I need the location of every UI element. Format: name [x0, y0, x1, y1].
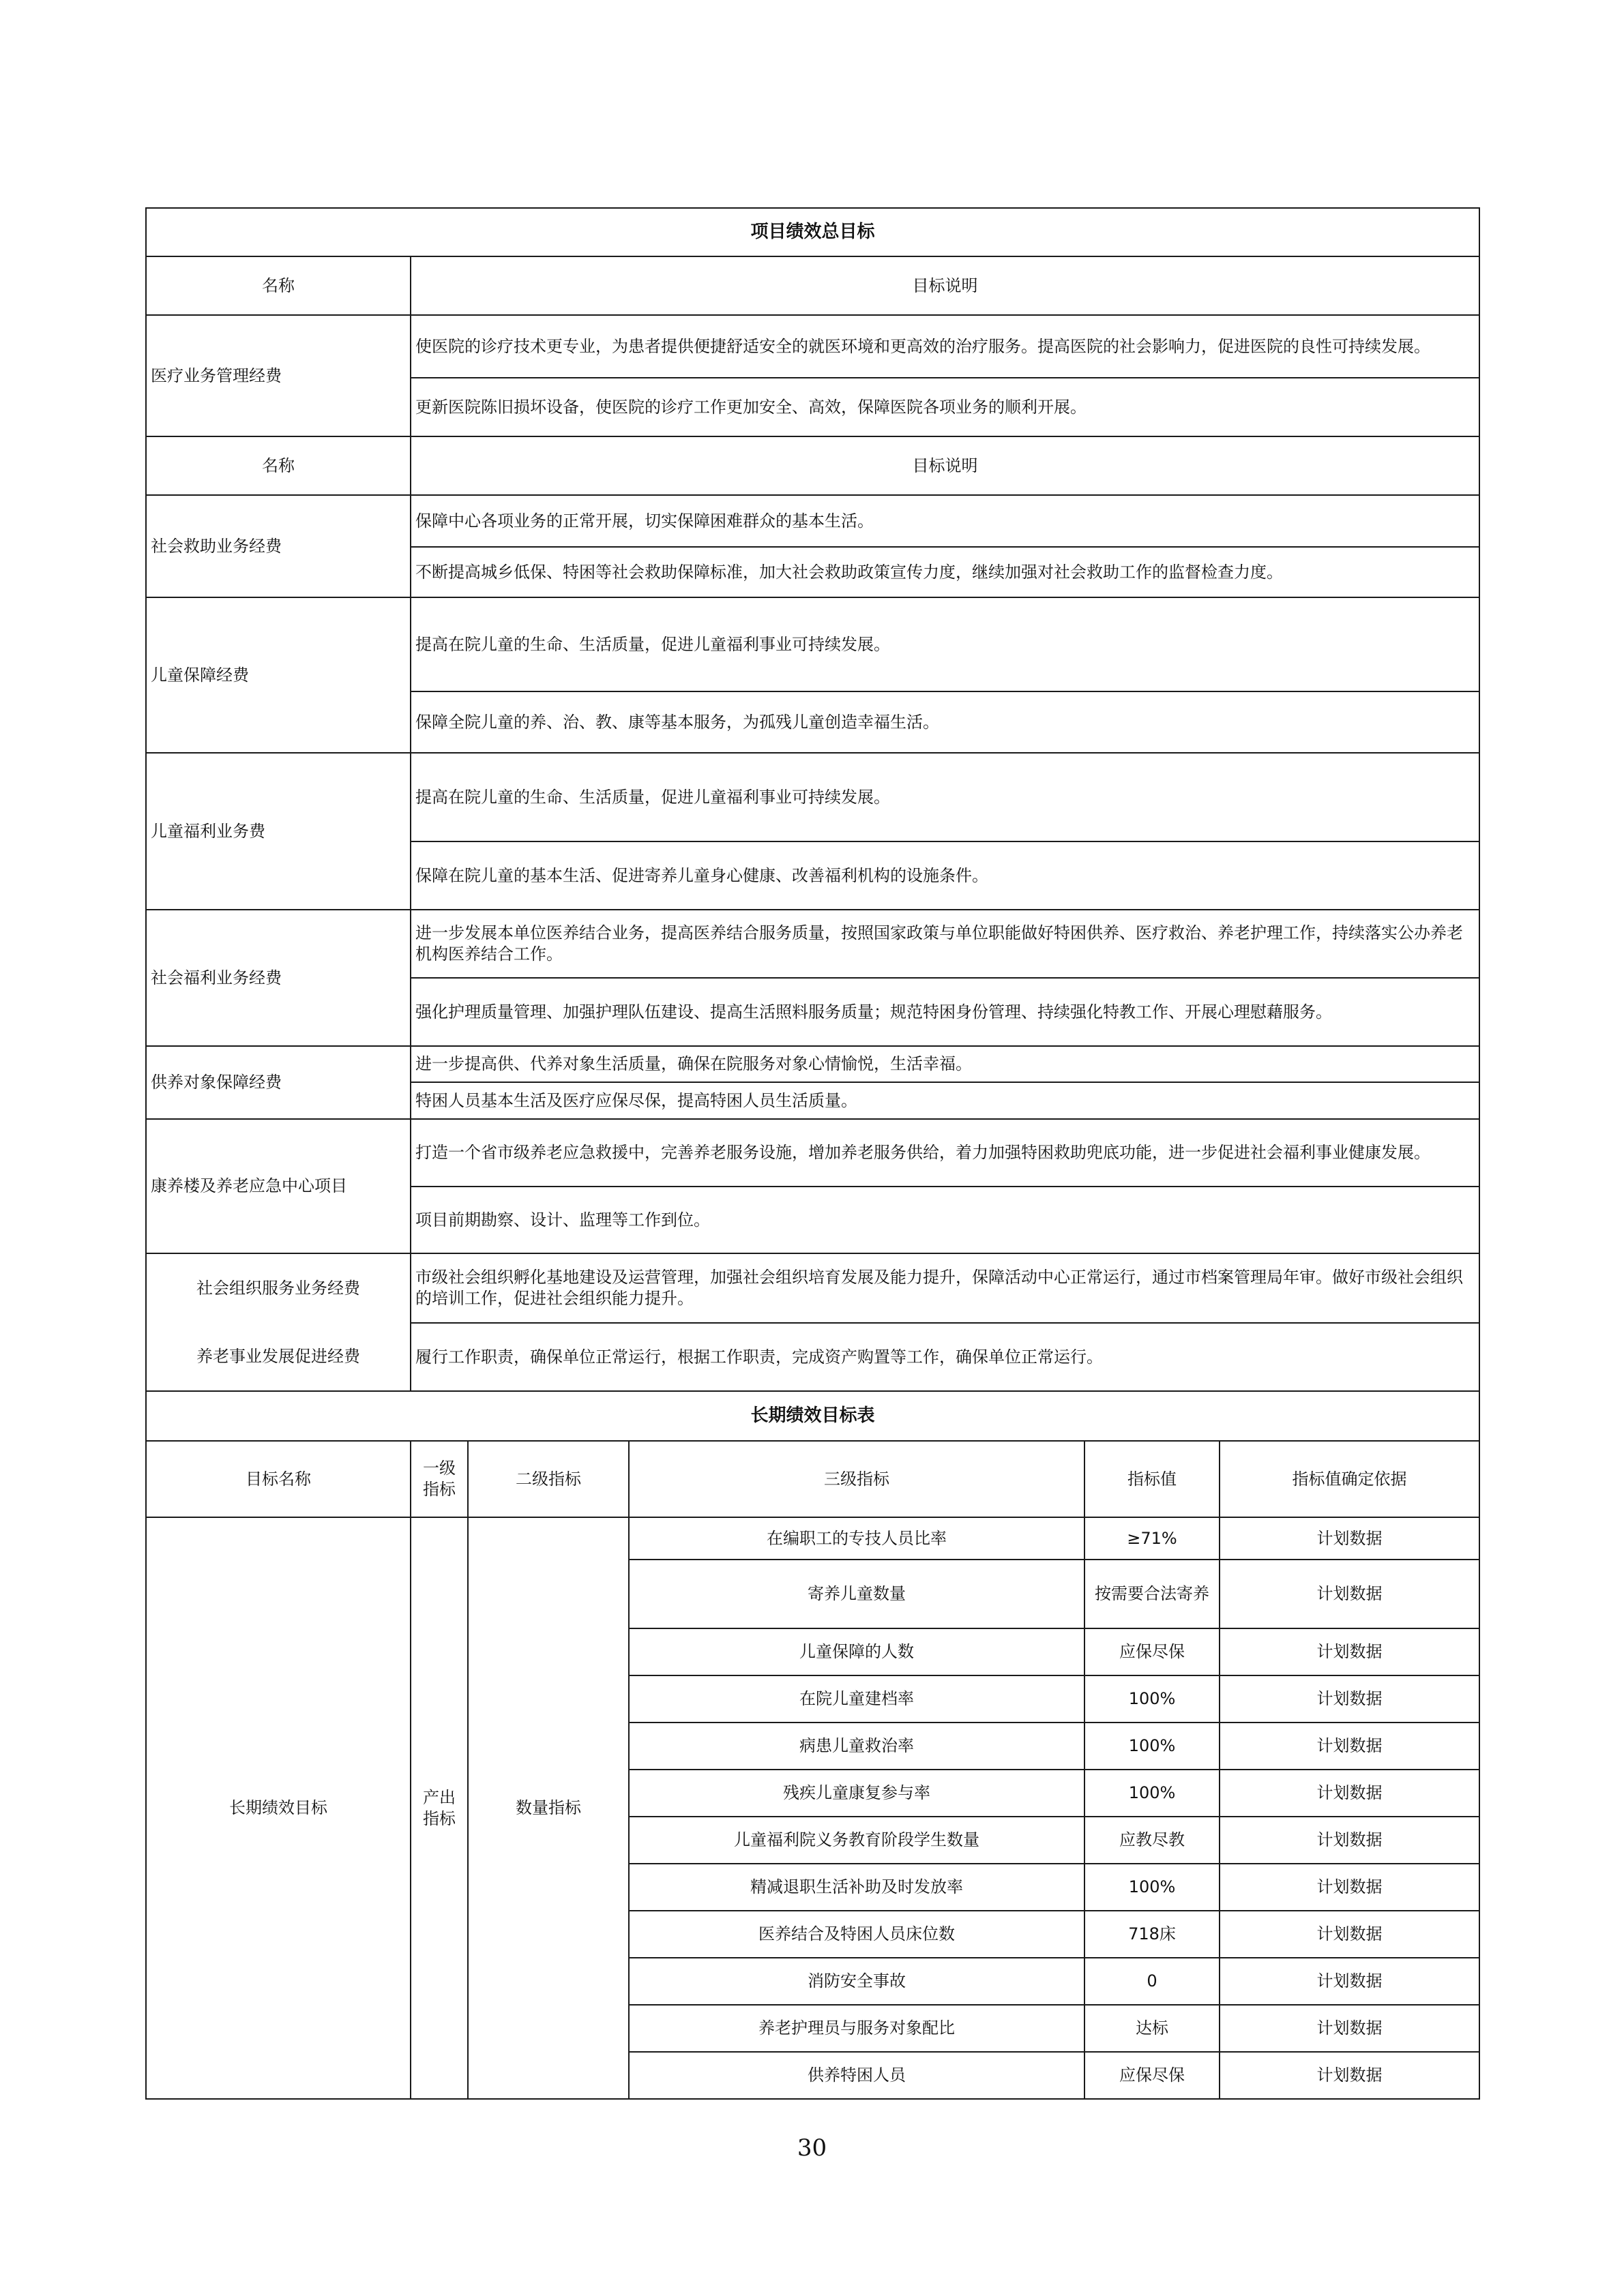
indicator-value: ≥71% [1084, 1517, 1220, 1560]
goal-text: 打造一个省市级养老应急救援中，完善养老服务设施，增加养老服务供给，着力加强特困救助兜底功能，进一步促进社会福利事业健康发展。 [411, 1119, 1479, 1187]
indicator-name: 医养结合及特困人员床位数 [629, 1911, 1084, 1958]
indicator-name: 寄养儿童数量 [629, 1560, 1084, 1628]
goal-text: 项目前期勘察、设计、监理等工作到位。 [411, 1187, 1479, 1253]
indicator-value: 按需要合法寄养 [1084, 1560, 1220, 1628]
level2-cell: 数量指标 [468, 1517, 629, 2099]
indicator-name: 养老护理员与服务对象配比 [629, 2005, 1084, 2052]
goal-text: 保障在院儿童的基本生活、促进寄养儿童身心健康、改善福利机构的设施条件。 [411, 841, 1479, 910]
goal-text: 提高在院儿童的生命、生活质量，促进儿童福利事业可持续发展。 [411, 753, 1479, 841]
goal-text: 使医院的诊疗技术更专业，为患者提供便捷舒适安全的就医环境和更高效的治疗服务。提高医院的社会影响力，促进医院的良性可持续发展。 [411, 315, 1479, 378]
col-header: 一级指标 [411, 1441, 468, 1517]
project-name: 康养楼及养老应急中心项目 [146, 1119, 411, 1253]
indicator-basis: 计划数据 [1220, 1864, 1479, 1911]
long-term-title: 长期绩效目标表 [146, 1391, 1479, 1441]
indicator-name: 儿童福利院义务教育阶段学生数量 [629, 1817, 1084, 1864]
document-page [145, 207, 1479, 2100]
indicator-value: 应保尽保 [1084, 2052, 1220, 2099]
indicator-value: 100% [1084, 1770, 1220, 1817]
indicator-name: 病患儿童救治率 [629, 1723, 1084, 1770]
project-name: 医疗业务管理经费 [146, 315, 411, 436]
indicator-name: 残疾儿童康复参与率 [629, 1770, 1084, 1817]
indicator-value: 100% [1084, 1723, 1220, 1770]
indicator-value: 应保尽保 [1084, 1628, 1220, 1675]
project-name: 供养对象保障经费 [146, 1046, 411, 1119]
indicator-name: 消防安全事故 [629, 1958, 1084, 2005]
page-number: 30 [797, 2134, 827, 2162]
total-goal-title: 项目绩效总目标 [146, 208, 1479, 256]
indicator-basis: 计划数据 [1220, 1560, 1479, 1628]
indicator-basis: 计划数据 [1220, 2052, 1479, 2099]
goal-text: 保障全院儿童的养、治、教、康等基本服务，为孤残儿童创造幸福生活。 [411, 691, 1479, 753]
header-desc: 目标说明 [411, 436, 1479, 495]
header-name: 名称 [146, 436, 411, 495]
indicator-basis: 计划数据 [1220, 1675, 1479, 1723]
goal-text: 进一步发展本单位医养结合业务，提高医养结合服务质量，按照国家政策与单位职能做好特困供养、医疗救治、养老护理工作，持续落实公办养老机构医养结合工作。 [411, 910, 1479, 978]
indicator-basis: 计划数据 [1220, 1958, 1479, 2005]
indicator-value: 0 [1084, 1958, 1220, 2005]
indicator-basis: 计划数据 [1220, 2005, 1479, 2052]
project-name: 儿童福利业务费 [146, 753, 411, 910]
indicator-value: 100% [1084, 1864, 1220, 1911]
indicator-name: 儿童保障的人数 [629, 1628, 1084, 1675]
indicator-value: 718床 [1084, 1911, 1220, 1958]
header-desc: 目标说明 [411, 256, 1479, 315]
project-name: 社会组织服务业务经费 [196, 1278, 360, 1298]
goal-text: 保障中心各项业务的正常开展，切实保障困难群众的基本生活。 [411, 495, 1479, 547]
indicator-basis: 计划数据 [1220, 1911, 1479, 1958]
goal-text: 市级社会组织孵化基地建设及运营管理，加强社会组织培育发展及能力提升，保障活动中心正常运行，通过市档案管理局年审。做好市级社会组织的培训工作，促进社会组织能力提升。 [411, 1253, 1479, 1323]
goal-text: 强化护理质量管理、加强护理队伍建设、提高生活照料服务质量；规范特困身份管理、持续强化特教工作、开展心理慰藉服务。 [411, 978, 1479, 1046]
performance-table [145, 207, 1480, 2100]
goal-text: 履行工作职责，确保单位正常运行，根据工作职责，完成资产购置等工作，确保单位正常运行。 [411, 1323, 1479, 1391]
project-name: 儿童保障经费 [146, 597, 411, 753]
indicator-value: 应教尽教 [1084, 1817, 1220, 1864]
indicator-basis: 计划数据 [1220, 1628, 1479, 1675]
level1-cell: 产出指标 [411, 1517, 468, 2099]
project-name: 社会救助业务经费 [146, 495, 411, 597]
indicator-basis: 计划数据 [1220, 1723, 1479, 1770]
col-header: 指标值 [1084, 1441, 1220, 1517]
goal-text: 不断提高城乡低保、特困等社会救助保障标准，加大社会救助政策宣传力度，继续加强对社会救助工作的监督检查力度。 [411, 547, 1479, 597]
indicator-name: 在编职工的专技人员比率 [629, 1517, 1084, 1560]
goal-text: 进一步提高供、代养对象生活质量，确保在院服务对象心情愉悦，生活幸福。 [411, 1046, 1479, 1082]
goal-text: 更新医院陈旧损坏设备，使医院的诊疗工作更加安全、高效，保障医院各项业务的顺利开展。 [411, 378, 1479, 436]
col-header: 二级指标 [468, 1441, 629, 1517]
project-name: 社会福利业务经费 [146, 910, 411, 1046]
goal-text: 特困人员基本生活及医疗应保尽保，提高特困人员生活质量。 [411, 1082, 1479, 1119]
indicator-value: 100% [1084, 1675, 1220, 1723]
header-name: 名称 [146, 256, 411, 315]
goal-text: 提高在院儿童的生命、生活质量，促进儿童福利事业可持续发展。 [411, 597, 1479, 691]
col-header: 三级指标 [629, 1441, 1084, 1517]
indicator-basis: 计划数据 [1220, 1817, 1479, 1864]
indicator-basis: 计划数据 [1220, 1770, 1479, 1817]
col-header: 指标值确定依据 [1220, 1441, 1479, 1517]
indicator-basis: 计划数据 [1220, 1517, 1479, 1560]
col-header: 目标名称 [146, 1441, 411, 1517]
project-name: 养老事业发展促进经费 [196, 1346, 360, 1366]
goal-name-cell: 长期绩效目标 [146, 1517, 411, 2099]
project-name-pair [146, 1253, 411, 1391]
indicator-name: 供养特困人员 [629, 2052, 1084, 2099]
indicator-name: 在院儿童建档率 [629, 1675, 1084, 1723]
indicator-value: 达标 [1084, 2005, 1220, 2052]
indicator-name: 精减退职生活补助及时发放率 [629, 1864, 1084, 1911]
